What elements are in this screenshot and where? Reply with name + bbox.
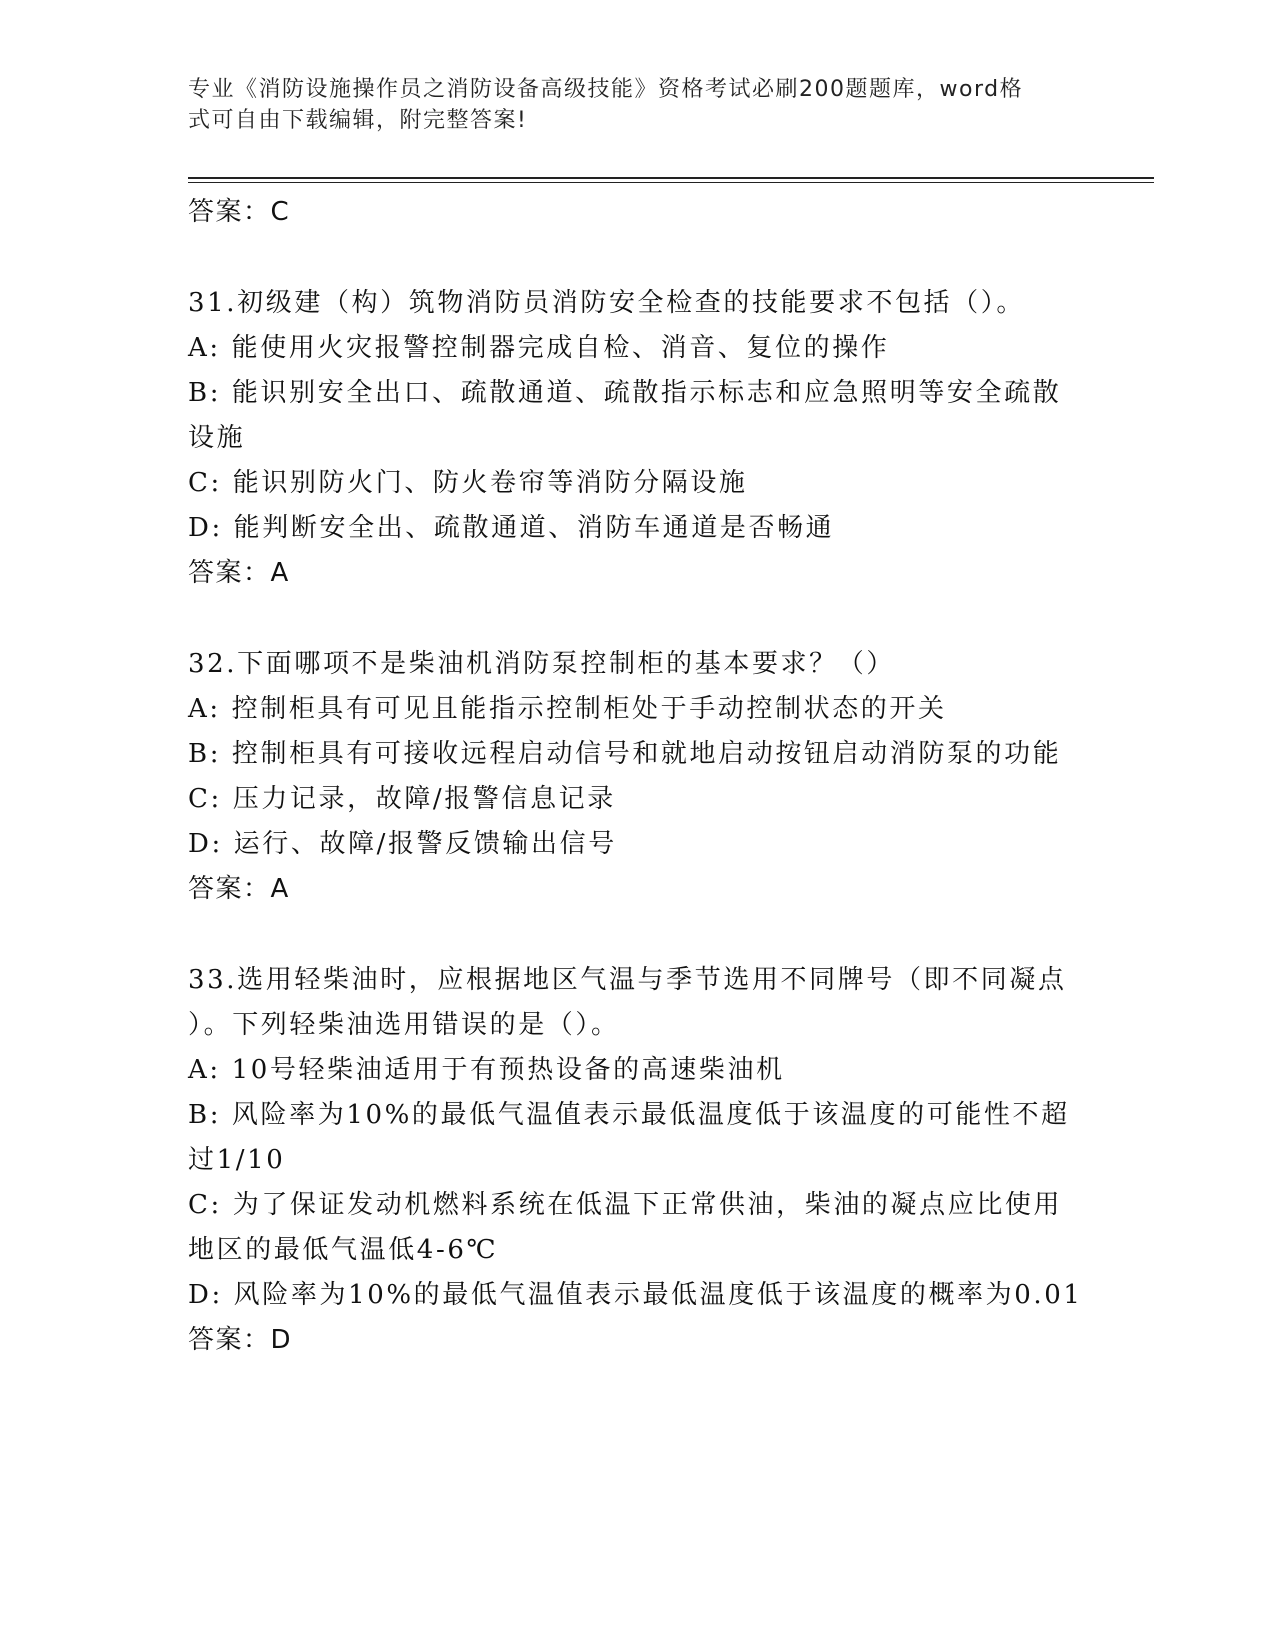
option-b: B: 能识别安全出口、疏散通道、疏散指示标志和应急照明等安全疏散 [188, 378, 1062, 408]
question-stem: 33.选用轻柴油时，应根据地区气温与季节选用不同牌号（即不同凝点 [188, 965, 1067, 995]
spacer [188, 596, 1068, 642]
header-line-2: 式可自由下载编辑，附完整答案! [188, 108, 528, 133]
document-header [188, 74, 1068, 136]
spacer [188, 235, 1068, 281]
option-b-continued: 过1/10 [188, 1145, 286, 1175]
header-rule-thin [188, 182, 1154, 183]
question-stem: 32.下面哪项不是柴油机消防泵控制柜的基本要求？（） [188, 649, 895, 679]
option-d: D: 能判断安全出、疏散通道、消防车通道是否畅通 [188, 513, 835, 543]
answer: 答案：A [188, 558, 290, 588]
question-list [188, 190, 1083, 1363]
option-a: A: 10号轻柴油适用于有预热设备的高速柴油机 [188, 1055, 785, 1085]
option-d: D: 运行、故障/报警反馈输出信号 [188, 829, 617, 859]
option-d: D: 风险率为10%的最低气温值表示最低温度低于该温度的概率为0.01 [188, 1280, 1083, 1310]
header-rule-thick [188, 177, 1154, 179]
option-a: A: 控制柜具有可见且能指示控制柜处于手动控制状态的开关 [188, 694, 947, 724]
option-a: A: 能使用火灾报警控制器完成自检、消音、复位的操作 [188, 333, 890, 363]
option-b: B: 风险率为10%的最低气温值表示最低温度低于该温度的可能性不超 [188, 1100, 1070, 1130]
answer: 答案：A [188, 874, 290, 904]
option-b: B: 控制柜具有可接收远程启动信号和就地启动按钮启动消防泵的功能 [188, 739, 1062, 769]
spacer [188, 912, 1068, 958]
option-c: C: 能识别防火门、防火卷帘等消防分隔设施 [188, 468, 748, 498]
answer: 答案：D [188, 1325, 293, 1355]
option-c: C: 压力记录，故障/报警信息记录 [188, 784, 616, 814]
option-c: C: 为了保证发动机燃料系统在低温下正常供油，柴油的凝点应比使用 [188, 1190, 1063, 1220]
option-c-continued: 地区的最低气温低4-6℃ [188, 1235, 499, 1265]
prev-answer: 答案：C [188, 197, 291, 227]
header-line-1: 专业《消防设施操作员之消防设备高级技能》资格考试必刷200题题库，word格 [188, 77, 1024, 102]
question-32 [188, 642, 1068, 912]
question-stem-continued: ）。下列轻柴油选用错误的是（）。 [188, 1010, 620, 1040]
question-31 [188, 281, 1068, 596]
question-33 [188, 958, 1083, 1363]
option-b-continued: 设施 [188, 423, 246, 453]
question-stem: 31.初级建（构）筑物消防员消防安全检查的技能要求不包括（）。 [188, 288, 1025, 318]
